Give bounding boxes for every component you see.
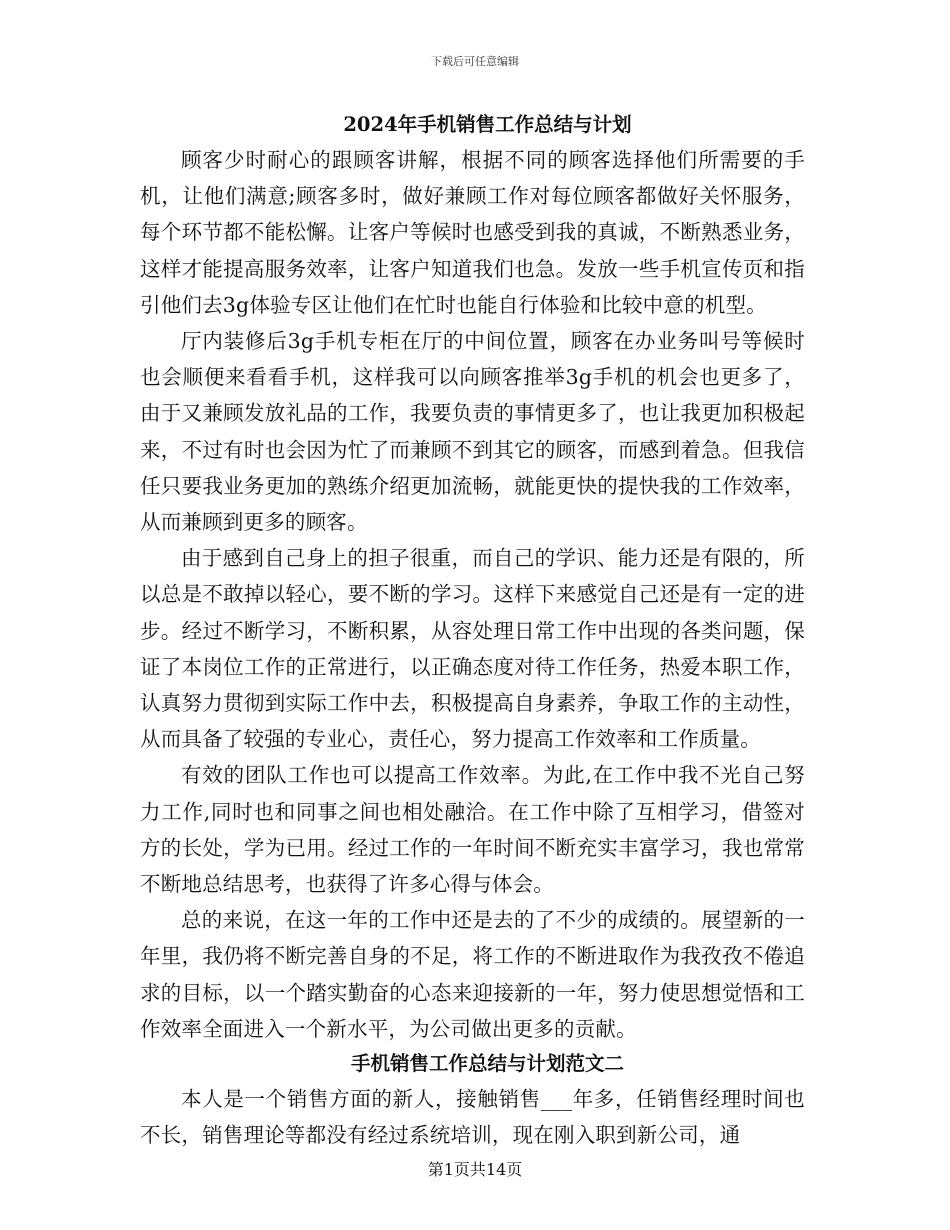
page-number: 第1页共14页 [427, 1160, 523, 1179]
paragraph-4: 有效的团队工作也可以提高工作效率。为此,在工作中我不光自己努力工作,同时也和同事之间也相处融洽。在工作中除了互相学习，借签对方的长处，学为已用。经过工作的一年时间不断充实丰富学习，我也常常不断地总结思考，也获得了许多心得与体会。 [140, 763, 805, 897]
document-body [140, 108, 805, 1153]
section-title: 手机销售工作总结与计划范文二 [350, 1052, 624, 1076]
section-paragraph-1: 本人是一个销售方面的新人，接触销售___年多，任销售经理时间也不长，销售理论等都没有经过系统培训，现在刚入职到新公司，通 [140, 1087, 805, 1148]
header-note: 下载后可任意编辑 [431, 55, 519, 68]
paragraph-3: 由于感到自己身上的担子很重，而自己的学识、能力还是有限的，所以总是不敢掉以轻心，要不断的学习。这样下来感觉自己还是有一定的进步。经过不断学习，不断积累，从容处理日常工作中出现的各类问题，保证了本岗位工作的正常进行，以正确态度对待工作任务，热爱本职工作，认真努力贯彻到实际工作中去，积极提高自身素养，争取工作的主动性，从而具备了较强的专业心，责任心，努力提高工作效率和工作质量。 [140, 546, 805, 752]
document-title: 2024年手机销售工作总结与计划 [343, 113, 632, 136]
paragraph-2: 厅内装修后3g手机专柜在厅的中间位置，顾客在办业务叫号等候时也会顺便来看看手机，这样我可以向顾客推举3g手机的机会也更多了，由于又兼顾发放礼品的工作，我要负责的事情更多了，也让我更加积极起来，不过有时也会因为忙了而兼顾不到其它的顾客，而感到着急。但我信任只要我业务更加的熟练介绍更加流畅，就能更快的提快我的工作效率，从而兼顾到更多的顾客。 [140, 329, 805, 535]
paragraph-1: 顾客少时耐心的跟顾客讲解，根据不同的顾客选择他们所需要的手机，让他们满意;顾客多时，做好兼顾工作对每位顾客都做好关怀服务，每个环节都不能松懈。让客户等候时也感受到我的真诚，不断熟悉业务，这样才能提高服务效率，让客户知道我们也急。发放一些手机宣传页和指引他们去3g体验专区让他们在忙时也能自行体验和比较中意的机型。 [140, 148, 805, 317]
paragraph-5: 总的来说，在这一年的工作中还是去的了不少的成绩的。展望新的一年里，我仍将不断完善自身的不足，将工作的不断进取作为我孜孜不倦追求的目标，以一个踏实勤奋的心态来迎接新的一年，努力使思想觉悟和工作效率全面进入一个新水平，为公司做出更多的贡献。 [140, 908, 805, 1041]
